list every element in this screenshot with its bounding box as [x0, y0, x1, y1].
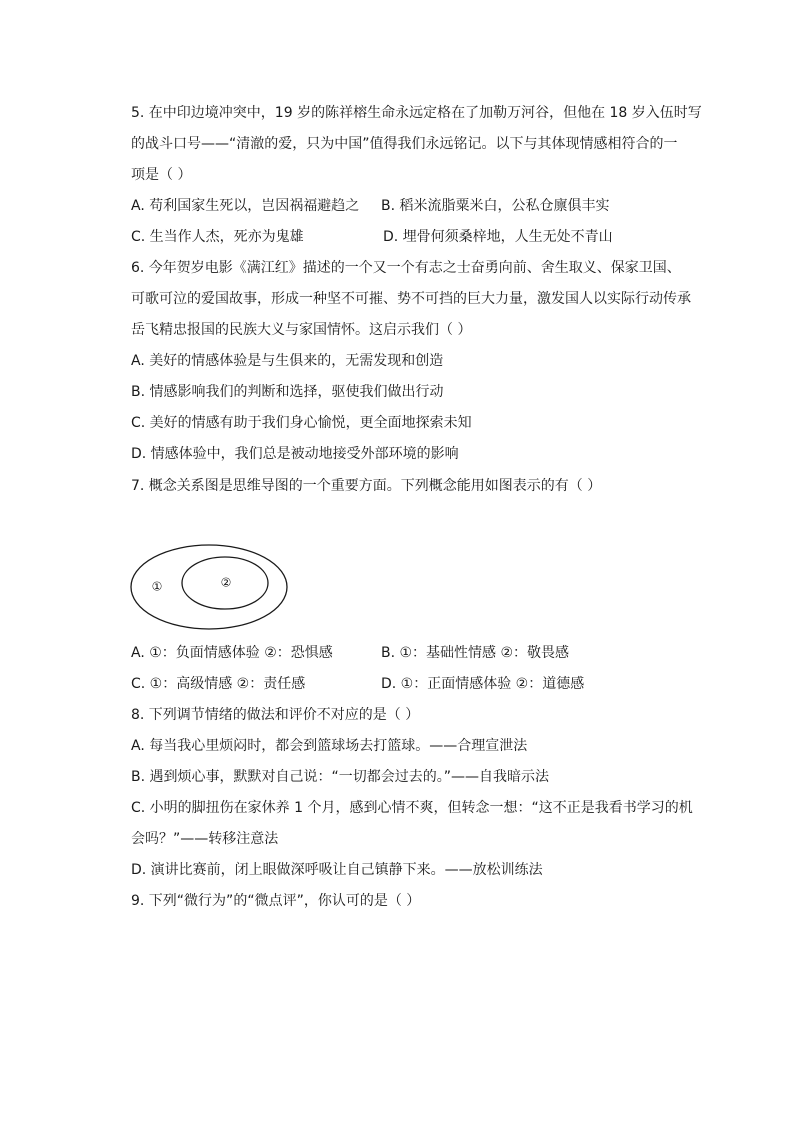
outer-set-label: ① [151, 579, 163, 594]
q5-stem-line1: 5. 在中印边境冲突中，19 岁的陈祥榕生命永远定格在了加勒万河谷，但他在 18 岁入伍时写 [131, 105, 702, 121]
q5-stem-line3: 项是（ ） [131, 167, 192, 183]
concept-relation-diagram [128, 542, 290, 632]
q5-stem-line2: 的战斗口号——“清澈的爱，只为中国”值得我们永远铭记。以下与其体现情感相符合的一 [131, 136, 678, 152]
q7-option-a: A. ①：负面情感体验 ②：恐惧感 [131, 645, 333, 661]
q8-stem-line1: 8. 下列调节情绪的做法和评价不对应的是（ ） [131, 707, 420, 723]
q7-stem-line1: 7. 概念关系图是思维导图的一个重要方面。下列概念能用如图表示的有（ ） [131, 478, 602, 494]
q8-option-d: D. 演讲比赛前，闭上眼做深呼吸让自己镇静下来。——放松训练法 [131, 862, 543, 878]
q7-option-d: D. ①：正面情感体验 ②：道德感 [381, 676, 585, 692]
inner-set-label: ② [220, 575, 232, 590]
q8-option-b: B. 遇到烦心事，默默对自己说：“一切都会过去的。”——自我暗示法 [131, 769, 550, 785]
q5-option-c: C. 生当作人杰，死亦为鬼雄 [131, 229, 304, 245]
q8-option-c-line1: C. 小明的脚扭伤在家休养 1 个月，感到心情不爽，但转念一想：“这不正是我看书学习的机 [131, 800, 693, 816]
q5-option-d: D. 埋骨何须桑梓地，人生无处不青山 [383, 229, 613, 245]
q6-option-d: D. 情感体验中，我们总是被动地接受外部环境的影响 [131, 446, 459, 462]
q8-option-c-line2: 会吗？”——转移注意法 [131, 831, 279, 847]
q6-option-c: C. 美好的情感有助于我们身心愉悦，更全面地探索未知 [131, 415, 472, 431]
q6-stem-line3: 岳飞精忠报国的民族大义与家国情怀。这启示我们（ ） [131, 322, 472, 338]
q9-stem-line1: 9. 下列“微行为”的“微点评”，你认可的是（ ） [131, 893, 421, 909]
q6-stem-line2: 可歌可泣的爱国故事，形成一种坚不可摧、势不可挡的巨大力量，激发国人以实际行动传承 [131, 291, 691, 307]
q8-option-a: A. 每当我心里烦闷时，都会到篮球场去打篮球。——合理宣泄法 [131, 738, 528, 754]
q6-stem-line1: 6. 今年贺岁电影《满江红》描述的一个又一个有志之士奋勇向前、舍生取义、保家卫国、 [131, 260, 681, 276]
q7-option-b: B. ①：基础性情感 ②：敬畏感 [381, 645, 570, 661]
q5-option-b: B. 稻米流脂粟米白，公私仓廪俱丰实 [381, 198, 610, 214]
q7-option-c: C. ①：高级情感 ②：责任感 [131, 676, 306, 692]
q5-option-a: A. 苟利国家生死以，岂因祸福避趋之 [131, 198, 360, 214]
q6-option-a: A. 美好的情感体验是与生俱来的，无需发现和创造 [131, 353, 444, 369]
q6-option-b: B. 情感影响我们的判断和选择，驱使我们做出行动 [131, 384, 444, 400]
